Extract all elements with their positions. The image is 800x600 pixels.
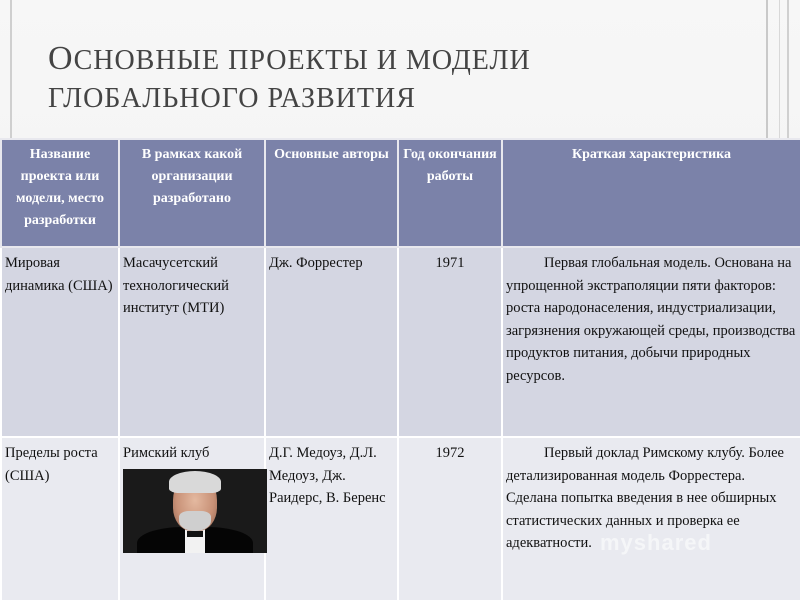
header-organization: В рамках какой организации разработано (119, 139, 265, 247)
portrait-photo (123, 469, 267, 553)
cell-organization: Римский клуб (123, 445, 210, 461)
slide-title-line1: ОСНОВНЫЕ ПРОЕКТЫ И МОДЕЛИ (48, 40, 531, 77)
cell-authors: Д.Г. Медоуз, Д.Л. Медоуз, Дж. Раидерс, В. Беренс (265, 437, 398, 600)
slide-title-line2: ГЛОБАЛЬНОГО РАЗВИТИЯ (48, 83, 416, 114)
cell-year: 1971 (398, 247, 502, 437)
cell-organization-with-photo (119, 437, 265, 600)
cell-project-name: Пределы роста (США) (1, 437, 119, 600)
header-year: Год окончания работы (398, 139, 502, 247)
right-decor-lines (766, 0, 780, 140)
cell-description: Первая глобальная модель. Основана на упрощенной экстраполяции пяти факторов: роста народонаселения, индустриализации, загрязнения окружающей среды, производства продуктов питания, добычи природных ресурсов. (502, 247, 800, 437)
table-row (1, 437, 800, 600)
cell-project-name: Мировая динамика (США) (1, 247, 119, 437)
header-authors: Основные авторы (265, 139, 398, 247)
cell-authors: Дж. Форрестер (265, 247, 398, 437)
photo-beard (179, 511, 211, 531)
watermark-logo: myshared (600, 530, 712, 555)
header-description: Краткая характеристика (502, 139, 800, 247)
cell-year: 1972 (398, 437, 502, 600)
cell-organization: Масачусетский технологический институт (МТИ) (119, 247, 265, 437)
photo-hair (169, 471, 221, 493)
cell-description: Первый доклад Римскому клубу. Более детализированная модель Форрестера. Сделана попытка введения в нее обширных статистических данных и проверка ее адекватности. (502, 437, 800, 600)
slide-title (48, 40, 748, 118)
header-project-name: Название проекта или модели, место разработки (1, 139, 119, 247)
photo-bowtie (187, 531, 203, 537)
table-header-row (1, 139, 800, 247)
table-row (1, 247, 800, 437)
